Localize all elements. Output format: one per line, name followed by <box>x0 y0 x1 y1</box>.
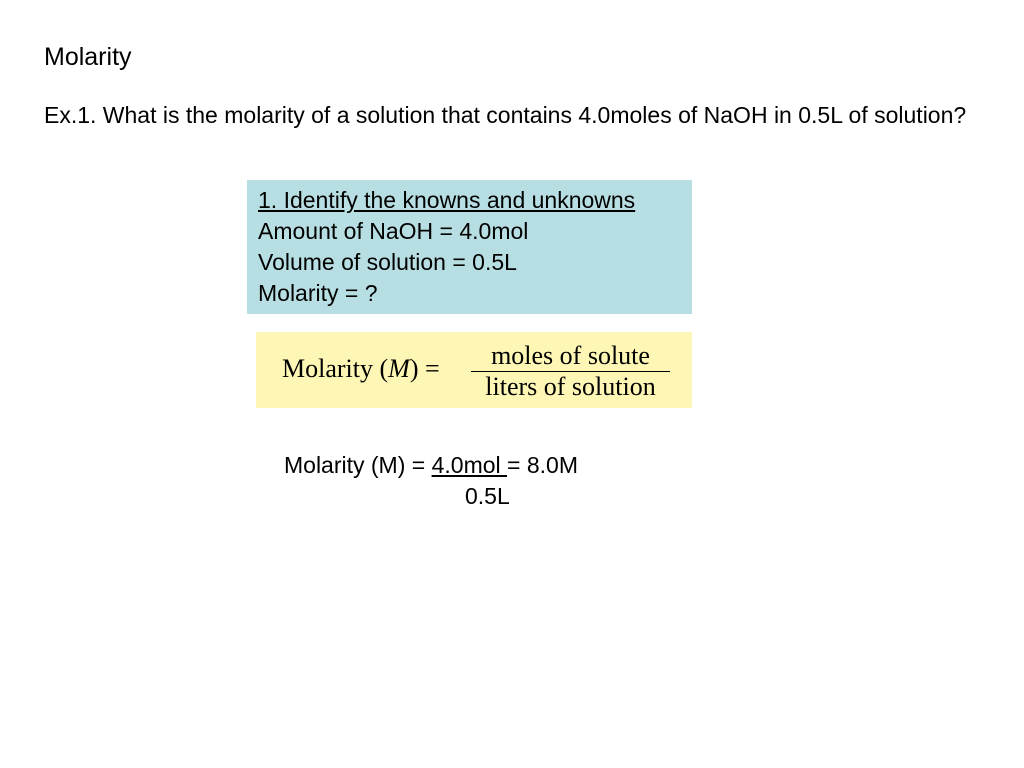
known-amount: Amount of NaOH = 4.0mol <box>258 218 529 244</box>
calculation-result: = 8.0M <box>507 452 578 478</box>
formula-lhs <box>282 354 440 384</box>
formula-denominator: liters of solution <box>485 372 656 401</box>
formula-fraction <box>471 341 670 401</box>
slide-title: Molarity <box>44 43 132 71</box>
knowns-heading: 1. Identify the knowns and unknowns <box>258 187 636 213</box>
knowns-box <box>247 180 692 314</box>
formula-numerator: moles of solute <box>471 341 670 372</box>
question-text: Ex.1. What is the molarity of a solution that contains 4.0moles of NaOH in 0.5L of solution? <box>44 102 967 128</box>
unknown-molarity: Molarity = ? <box>258 280 378 306</box>
calculation-denominator: 0.5L <box>465 483 510 509</box>
calculation-line <box>284 450 578 480</box>
calculation-numerator: 4.0mol <box>431 452 508 478</box>
formula-box <box>256 332 692 408</box>
formula-variable: M <box>388 354 410 383</box>
formula-lhs-close: ) = <box>409 354 440 383</box>
known-volume: Volume of solution = 0.5L <box>258 249 517 275</box>
calculation-prefix: Molarity (M) = <box>284 452 432 478</box>
formula-lhs-word: Molarity ( <box>282 354 389 383</box>
